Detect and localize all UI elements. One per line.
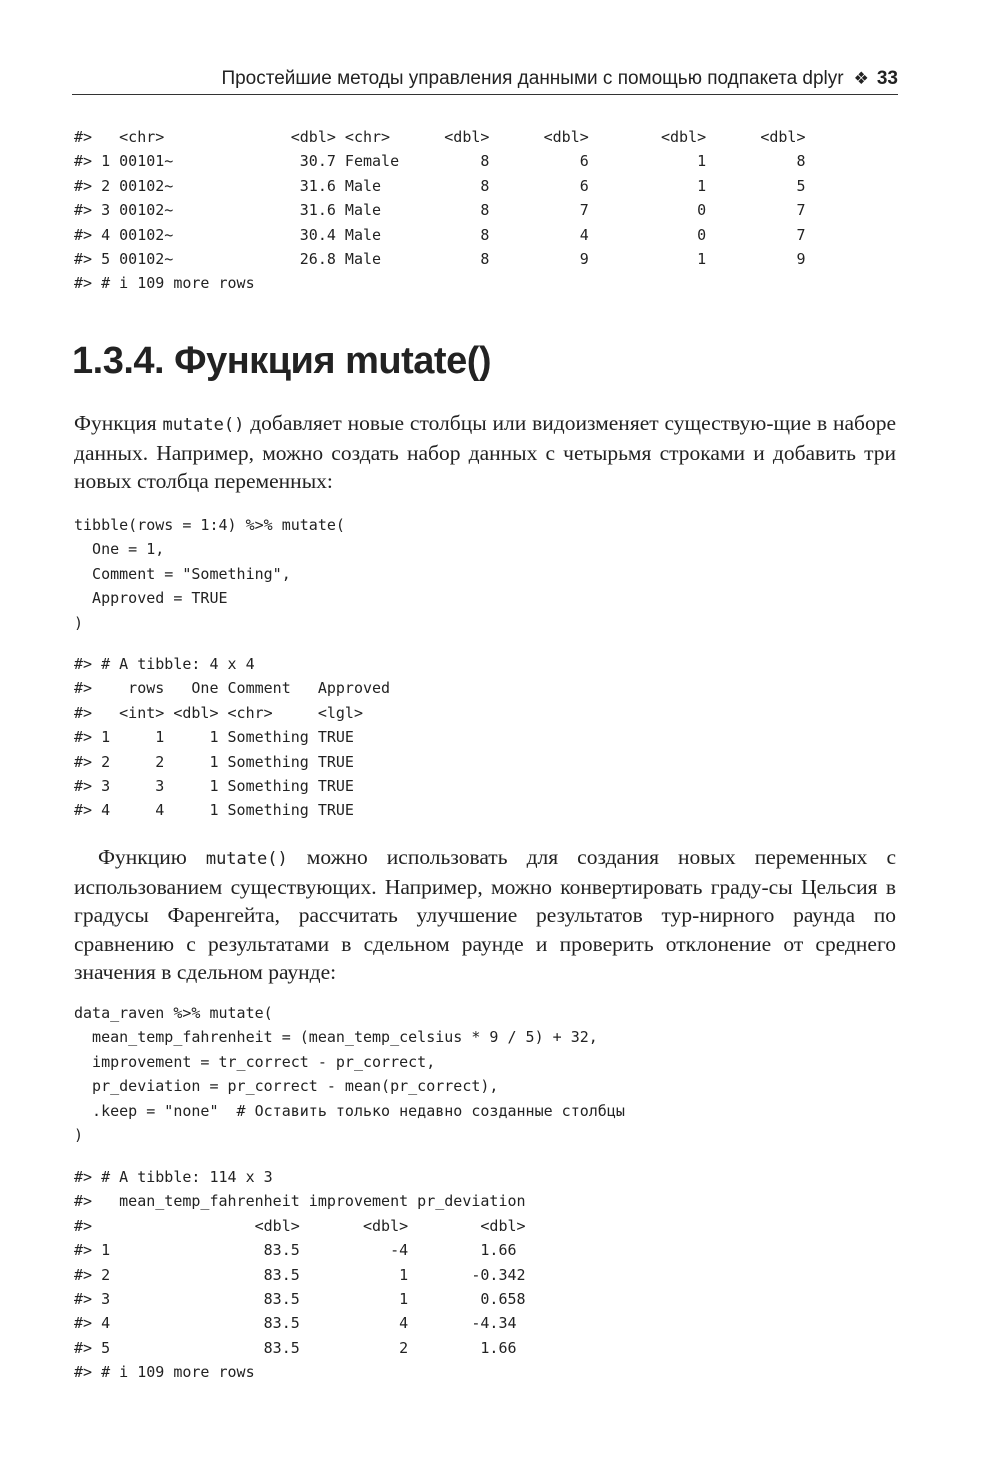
code-line: ) — [74, 613, 84, 632]
code-line: #> 1 00101~ 30.7 Female 8 6 1 8 — [74, 152, 806, 171]
code-line: .keep = "none" # Оставить только недавно созданные столбцы — [74, 1101, 625, 1120]
paragraph-prefix: Функцию — [98, 845, 206, 869]
code-line: #> <chr> <dbl> <chr> <dbl> <dbl> <dbl> <dbl> — [74, 128, 806, 146]
code-line: #> 5 00102~ 26.8 Male 8 9 1 9 — [74, 250, 806, 269]
code-line: data_raven %>% mutate( — [74, 1004, 273, 1022]
code-line: #> 5 83.5 2 1.66 — [74, 1338, 517, 1357]
code-line: #> <dbl> <dbl> <dbl> — [74, 1216, 526, 1235]
code-line: #> # i 109 more rows — [74, 274, 255, 293]
page-number: 33 — [876, 68, 898, 89]
paragraph-prefix: Функция — [74, 411, 163, 435]
inline-code: mutate() — [162, 415, 245, 435]
code-line: Approved = TRUE — [74, 589, 228, 608]
paragraph-intro — [74, 409, 896, 496]
code-line: #> 3 83.5 1 0.658 — [74, 1290, 526, 1309]
code-line: #> <int> <dbl> <chr> <lgl> — [74, 703, 363, 722]
paragraph-text: добавляет новые столбцы или видоизменяет существую-щие в наборе данных. Например, можно создать набор данных с четырьмя строками и добавить три новых столбца переменных: — [74, 411, 896, 494]
code-line: #> 1 83.5 -4 1.66 — [74, 1241, 517, 1260]
code-line: #> 2 00102~ 31.6 Male 8 6 1 5 — [74, 176, 806, 195]
code-line: #> 3 00102~ 31.6 Male 8 7 0 7 — [74, 201, 806, 220]
code-line: #> mean_temp_fahrenheit improvement pr_deviation — [74, 1192, 526, 1211]
top-output-block — [74, 125, 806, 296]
paragraph-conversion — [74, 843, 896, 986]
running-title: Простейшие методы управления данными с помощью подпакета dplyr — [221, 68, 844, 89]
output-block-tibble — [74, 652, 390, 823]
code-line: pr_deviation = pr_correct - mean(pr_correct), — [74, 1077, 499, 1096]
code-line: #> 4 83.5 4 -4.34 — [74, 1314, 517, 1333]
code-line: #> 4 4 1 Something TRUE — [74, 801, 354, 820]
output-block-raven — [74, 1165, 526, 1385]
section-title: 1.3.4. Функция mutate() — [72, 340, 492, 382]
code-line: #> # A tibble: 4 x 4 — [74, 655, 255, 673]
inline-code: mutate() — [205, 849, 288, 869]
diamond-ornament-icon: ❖ — [853, 69, 869, 88]
code-block-raven — [74, 1001, 625, 1147]
running-header — [72, 68, 898, 95]
code-line: #> # i 109 more rows — [74, 1363, 255, 1382]
paragraph-text: можно использовать для создания новых переменных с использованием существующих. Например, можно конвертировать граду-сы Цельсия в градусы Фаренгейта, рассчитать улучшение результатов тур-нирного раунда по сравнению с результатами в сдельном раунде и проверить отклонение от среднего значения в сдельном раунде: — [74, 845, 896, 984]
code-line: #> 2 83.5 1 -0.342 — [74, 1265, 526, 1284]
code-line: #> 1 1 1 Something TRUE — [74, 728, 354, 747]
code-line: #> 3 3 1 Something TRUE — [74, 777, 354, 796]
code-line: ) — [74, 1126, 84, 1145]
code-line: #> # A tibble: 114 x 3 — [74, 1168, 273, 1186]
code-line: tibble(rows = 1:4) %>% mutate( — [74, 516, 345, 534]
code-line: #> 4 00102~ 30.4 Male 8 4 0 7 — [74, 225, 806, 244]
code-block-tibble — [74, 513, 345, 635]
code-line: One = 1, — [74, 540, 165, 559]
code-line: mean_temp_fahrenheit = (mean_temp_celsius * 9 / 5) + 32, — [74, 1028, 598, 1047]
code-line: #> rows One Comment Approved — [74, 679, 391, 698]
code-line: improvement = tr_correct - pr_correct, — [74, 1052, 436, 1071]
code-line: Comment = "Something", — [74, 564, 291, 583]
code-line: #> 2 2 1 Something TRUE — [74, 752, 354, 771]
